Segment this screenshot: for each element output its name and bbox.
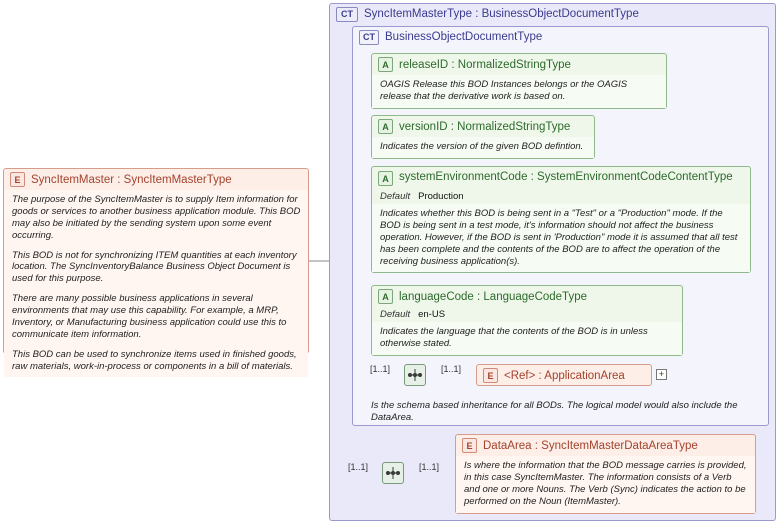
element-badge-icon: E: [462, 438, 477, 453]
occurrence-label-seq-left-top: [1..1]: [370, 364, 391, 374]
default-label: Default: [380, 309, 411, 320]
sequence-glyph-icon: [383, 463, 403, 483]
default-value: Production: [418, 191, 464, 202]
description-paragraph: The purpose of the SyncItemMaster is to supply Item information for goods or services to another business application module. This BOD may also be initiated by the sending system upon some event occurring.: [12, 194, 301, 241]
occurrence-label-seq-left-bottom: [1..1]: [348, 462, 369, 472]
element-syncitemmaster-header: [4, 169, 308, 190]
attribute-languagecode-default: [372, 307, 682, 322]
default-value: en-US: [418, 309, 446, 320]
complextype-badge-icon: CT: [359, 30, 379, 45]
attribute-releaseid-header: [372, 54, 666, 75]
element-dataarea-title: DataArea : SyncItemMasterDataAreaType: [483, 439, 698, 452]
attribute-systemenvironmentcode-header: [372, 167, 750, 189]
element-ref-applicationarea[interactable]: [476, 364, 652, 386]
description-paragraph: This BOD is not for synchronizing ITEM quantities at each inventory location. The SyncInventoryBalance Business Object Document is used for this purpose.: [12, 249, 297, 285]
attribute-languagecode-description: Indicates the language that the contents of the BOD is in unless otherwise stated.: [372, 322, 682, 355]
attribute-versionid-description: Indicates the version of the given BOD defintion.: [372, 137, 594, 158]
inner-complextype-title: BusinessObjectDocumentType: [385, 31, 543, 43]
element-syncitemmaster[interactable]: [3, 168, 309, 372]
default-label: Default: [380, 191, 411, 202]
attribute-badge-icon: A: [378, 57, 393, 72]
attribute-systemenvironmentcode-default: [372, 189, 750, 204]
element-ref-applicationarea-title: <Ref> : ApplicationArea: [504, 369, 625, 382]
description-paragraph: There are many possible business applications in several environments that may use this capability. For example, a MRP, Inventory, or Manufacturing business application could use this to communicate item information.: [12, 293, 287, 340]
sequence-icon[interactable]: [404, 364, 426, 386]
attribute-badge-icon: A: [378, 119, 393, 134]
attribute-versionid[interactable]: [371, 115, 595, 159]
element-dataarea-description: Is where the information that the BOD message carries is provided, in this case SyncItemMaster. The information consists of a Verb and one or more Nouns. The Verb (Sync) indicates the action to be performed on the Noun (ItemMaster).: [456, 456, 755, 513]
element-ref-applicationarea-header: [477, 365, 651, 386]
attribute-systemenvironmentcode-description: Indicates whether this BOD is being sent in a "Test" or a "Production" mode. If the BOD is being sent in a test mode, it's information should not affect the business operation. However, if the BOD is sent in 'Production" mode it is assumed that all test has been complete and the contents of the BOD are to affect the operation of the receiving business application(s).: [372, 204, 750, 272]
attribute-releaseid[interactable]: [371, 53, 667, 109]
attribute-badge-icon: A: [378, 171, 393, 186]
outer-complextype-header: [330, 4, 775, 24]
element-syncitemmaster-title: SyncItemMaster : SyncItemMasterType: [31, 173, 232, 186]
element-dataarea-header: [456, 435, 755, 456]
inner-complextype-header: [353, 27, 768, 47]
element-dataarea[interactable]: [455, 434, 756, 514]
expand-icon[interactable]: +: [656, 369, 667, 380]
attribute-versionid-header: [372, 116, 594, 137]
inheritance-note: Is the schema based inheritance for all BODs. The logical model would also include the DataArea.: [371, 400, 738, 423]
element-badge-icon: E: [483, 368, 498, 383]
sequence-icon[interactable]: [382, 462, 404, 484]
attribute-badge-icon: A: [378, 289, 393, 304]
attribute-languagecode-title: languageCode : LanguageCodeType: [399, 290, 587, 303]
element-syncitemmaster-description: [4, 190, 308, 377]
attribute-releaseid-title: releaseID : NormalizedStringType: [399, 58, 571, 71]
complextype-badge-icon: CT: [336, 7, 358, 22]
sequence-glyph-icon: [405, 365, 425, 385]
attribute-systemenvironmentcode-title: systemEnvironmentCode : SystemEnvironmentCodeContentType: [399, 171, 733, 183]
occurrence-label-seq-right-top: [1..1]: [441, 364, 462, 374]
attribute-releaseid-description: OAGIS Release this BOD Instances belongs or the OAGIS release that the derivative work is based on.: [372, 75, 666, 108]
element-badge-icon: E: [10, 172, 25, 187]
attribute-languagecode[interactable]: [371, 285, 683, 356]
outer-complextype-title: SyncItemMasterType : BusinessObjectDocumentType: [364, 8, 639, 20]
attribute-systemenvironmentcode[interactable]: [371, 166, 751, 273]
attribute-languagecode-header: [372, 286, 682, 307]
description-paragraph: This BOD can be used to synchronize items used in finished goods, raw materials, work-in-process or components in a bill of materials.: [12, 348, 297, 372]
attribute-versionid-title: versionID : NormalizedStringType: [399, 120, 571, 133]
occurrence-label-seq-right-bottom: [1..1]: [419, 462, 440, 472]
